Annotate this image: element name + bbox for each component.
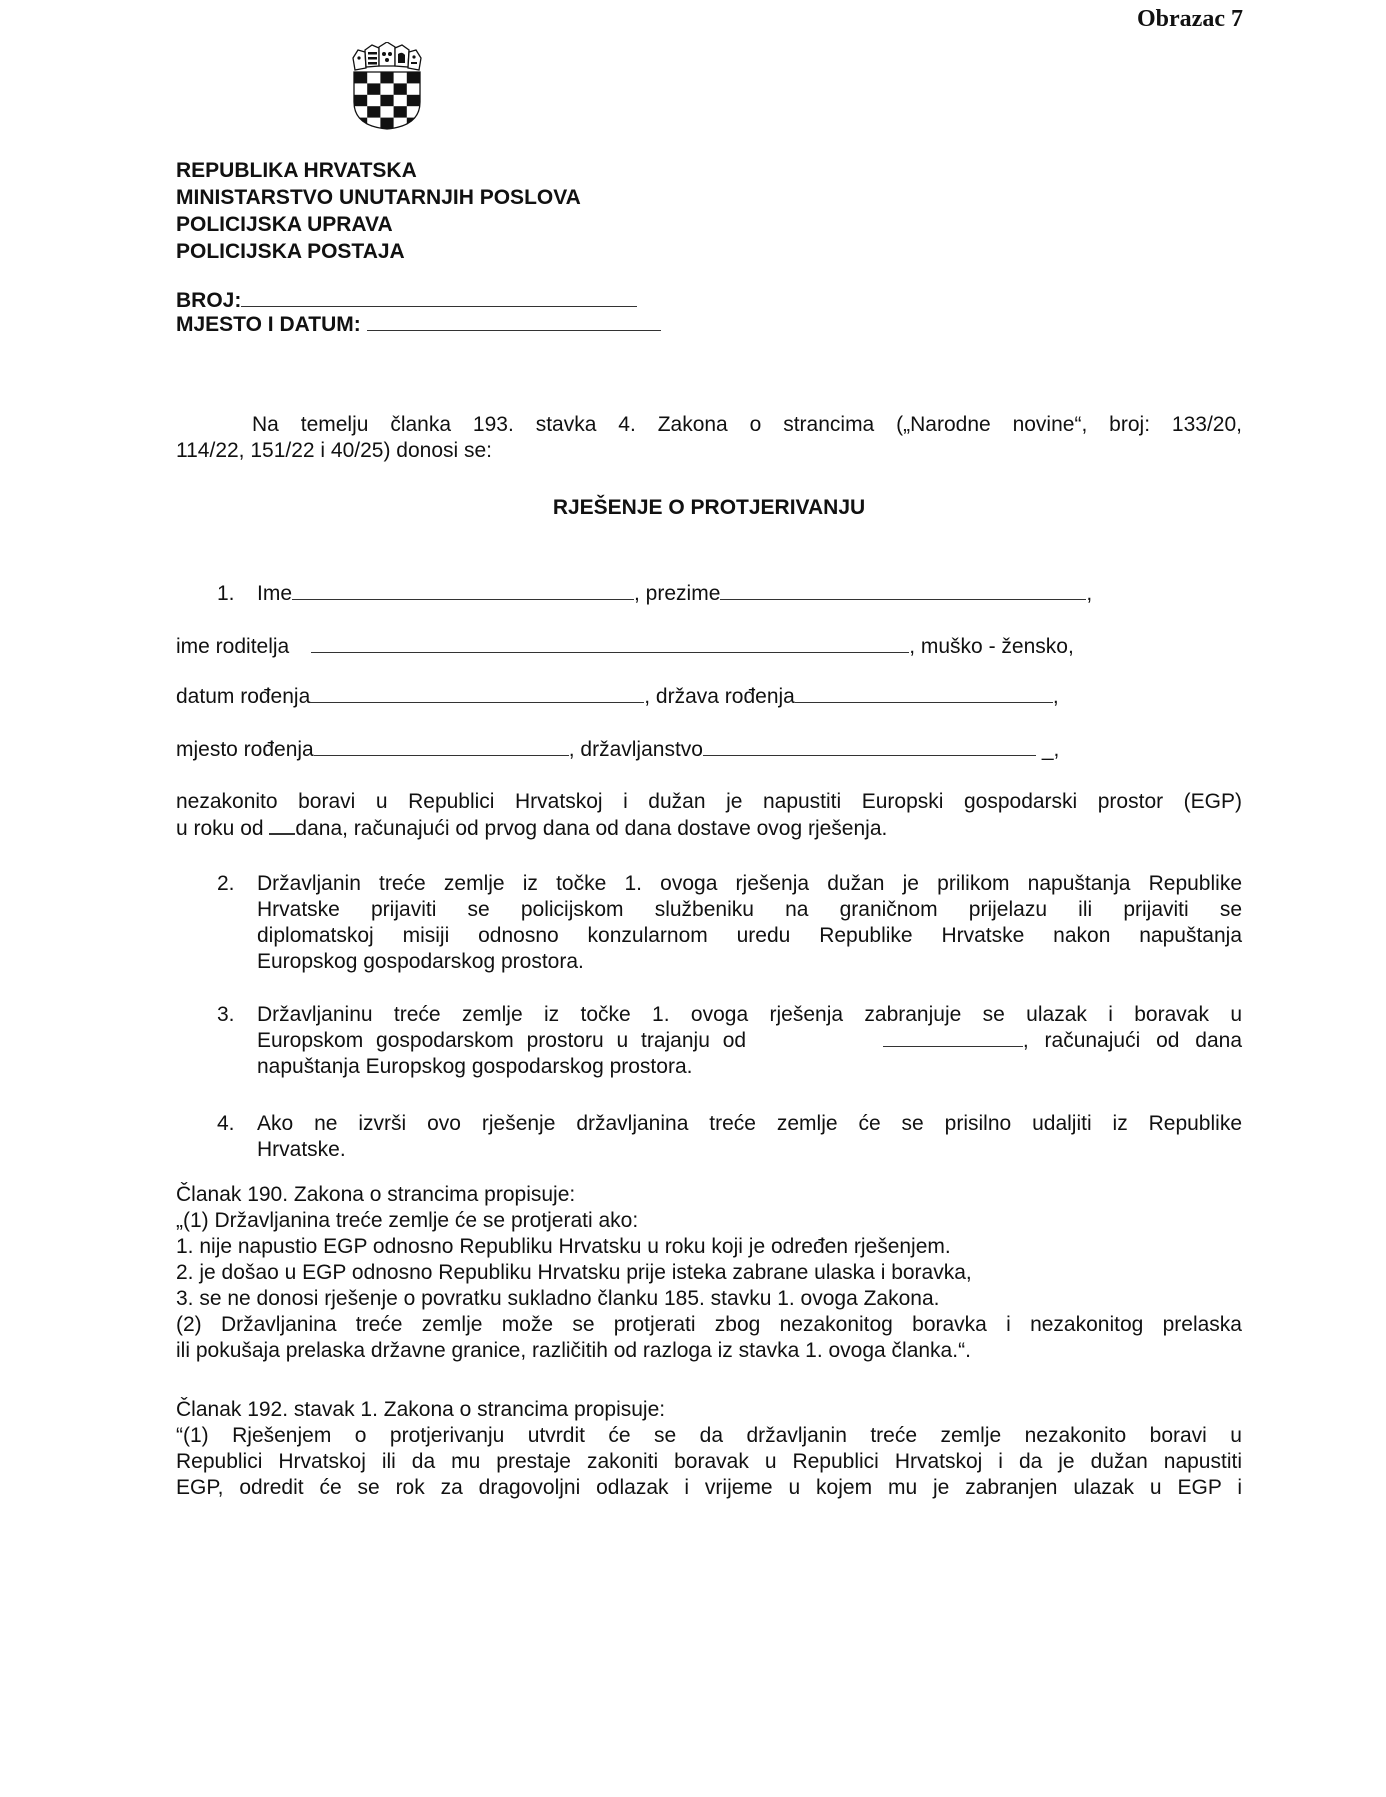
drzava-rodenja-label: , država rođenja (644, 685, 795, 708)
article-190-line: (2) Državljanina treće zemlje može se protjerati zbog nezakonitog boravka i nezakonitog prelaska (176, 1313, 1242, 1336)
item-2-line: Europskog gospodarskog prostora. (257, 950, 584, 973)
ime-roditelja-label: ime roditelja (176, 635, 290, 658)
article-192-line: EGP, odredit će se rok za dragovoljni odlazak i vrijeme u kojem mu je zabranjen ulazak u EGP i (176, 1476, 1242, 1499)
parent-row (176, 634, 1176, 660)
reference-block (176, 289, 661, 337)
ime-label: Ime (257, 582, 293, 605)
deadline-days-field[interactable] (269, 815, 295, 835)
comma: , (1086, 582, 1093, 605)
birth-date-row (176, 684, 1176, 710)
item-4-line: Hrvatske. (257, 1138, 346, 1161)
datum-rodenja-label: datum rođenja (176, 685, 311, 708)
drzavljanstvo-suffix: _, (1035, 738, 1060, 761)
item-1-line-2-post: dana, računajući od prvog dana od dana dostave ovog rješenja. (295, 817, 888, 840)
form-number-label: Obrazac 7 (1137, 6, 1243, 32)
header-line-republic: REPUBLIKA HRVATSKA (176, 159, 417, 182)
article-192-quote (176, 1397, 1242, 1501)
ime-roditelja-field[interactable] (311, 634, 909, 653)
name-row (257, 581, 1257, 607)
article-192-line: “(1) Rješenjem o protjerivanju utvrdit će se da državljanin treće zemlje nezakonito boravi u (176, 1424, 1242, 1447)
article-192-line: Republici Hrvatskoj ili da mu prestaje zakoniti boravak u Republici Hrvatskoj i da je dužan napustiti (176, 1450, 1242, 1473)
item-4 (0, 1111, 1386, 1167)
article-192-heading: Članak 192. stavak 1. Zakona o strancima propisuje: (176, 1398, 666, 1421)
item-2-number: 2. (217, 872, 235, 895)
datum-rodenja-field[interactable] (310, 684, 644, 703)
article-190-line: 1. nije napustio EGP odnosno Republiku Hrvatsku u roku koji je određen rješenjem. (176, 1235, 951, 1258)
prezime-field[interactable] (720, 581, 1086, 600)
item-3-line-2-post: , računajući od dana (1022, 1029, 1242, 1052)
intro-line-1: Na temelju članka 193. stavka 4. Zakona o strancima („Narodne novine“, broj: 133/20, (252, 413, 1242, 436)
mjesto-datum-field[interactable] (367, 313, 661, 331)
drzava-rodenja-field[interactable] (795, 684, 1053, 703)
header-line-police-directorate: POLICIJSKA UPRAVA (176, 213, 393, 236)
item-3-number: 3. (217, 1003, 235, 1026)
article-190-line: „(1) Državljanina treće zemlje će se protjerati ako: (176, 1209, 639, 1232)
item-1-number: 1. (217, 582, 235, 605)
item-2-line: Državljanin treće zemlje iz točke 1. ovoga rješenja dužan je prilikom napuštanja Republike (257, 872, 1242, 895)
article-190-quote (176, 1182, 1242, 1364)
article-190-line: 3. se ne donosi rješenje o povratku sukladno članku 185. stavku 1. ovoga Zakona. (176, 1287, 940, 1310)
ime-field[interactable] (292, 581, 634, 600)
birth-place-row (176, 737, 1176, 763)
item-2-line: diplomatskoj misiji odnosno konzularnom uredu Republike Hrvatske nakon napuštanja (257, 924, 1242, 947)
article-190-line: ili pokušaja prelaska državne granice, različitih od razloga iz stavka 1. ovoga članka.“. (176, 1339, 971, 1362)
broj-label: BROJ: (176, 289, 242, 312)
legal-basis-intro (176, 412, 1242, 464)
ban-duration-field[interactable] (883, 1028, 1023, 1047)
document-title: RJEŠENJE O PROTJERIVANJU (552, 496, 866, 519)
item-1-line-1: nezakonito boravi u Republici Hrvatskoj i dužan je napustiti Europski gospodarski prostor (EGP) (176, 790, 1242, 813)
drzavljanstvo-field[interactable] (703, 737, 1036, 756)
croatian-coat-of-arms-icon (350, 42, 424, 130)
intro-line-2: 114/22, 151/22 i 40/25) donosi se: (176, 439, 493, 462)
article-190-heading: Članak 190. Zakona o strancima propisuje: (176, 1183, 576, 1206)
item-2 (0, 871, 1386, 981)
item-2-line: Hrvatske prijaviti se policijskom službeniku na graničnom prijelazu ili prijaviti se (257, 898, 1242, 921)
spol-label: , muško - žensko, (909, 635, 1074, 658)
item-3-line-1: Državljaninu treće zemlje iz točke 1. ovoga rješenja zabranjuje se ulazak i boravak u (257, 1003, 1242, 1026)
item-1-text (176, 789, 1242, 842)
header-line-police-station: POLICIJSKA POSTAJA (176, 240, 405, 263)
header-line-ministry: MINISTARSTVO UNUTARNJIH POSLOVA (176, 186, 581, 209)
broj-field[interactable] (241, 289, 637, 307)
item-1-line-2-pre: u roku od (176, 817, 270, 840)
item-4-number: 4. (217, 1112, 235, 1135)
prezime-label: , prezime (634, 582, 721, 605)
item-3-line-2-pre: Europskom gospodarskom prostoru u trajanju od (257, 1029, 747, 1052)
mjesto-rodenja-label: mjesto rođenja (176, 738, 314, 761)
item-3 (0, 1002, 1386, 1082)
item-4-line: Ako ne izvrši ovo rješenje državljanina treće zemlje će se prisilno udaljiti iz Republike (257, 1112, 1242, 1135)
mjesto-rodenja-field[interactable] (314, 737, 569, 756)
mjesto-datum-label: MJESTO I DATUM: (176, 313, 361, 336)
authority-header (176, 157, 581, 265)
item-3-line-3: napuštanja Europskog gospodarskog prostora. (257, 1055, 693, 1078)
comma: , (1052, 685, 1059, 708)
drzavljanstvo-label: , državljanstvo (568, 738, 703, 761)
article-190-line: 2. je došao u EGP odnosno Republiku Hrvatsku prije isteka zabrane ulaska i boravka, (176, 1261, 972, 1284)
